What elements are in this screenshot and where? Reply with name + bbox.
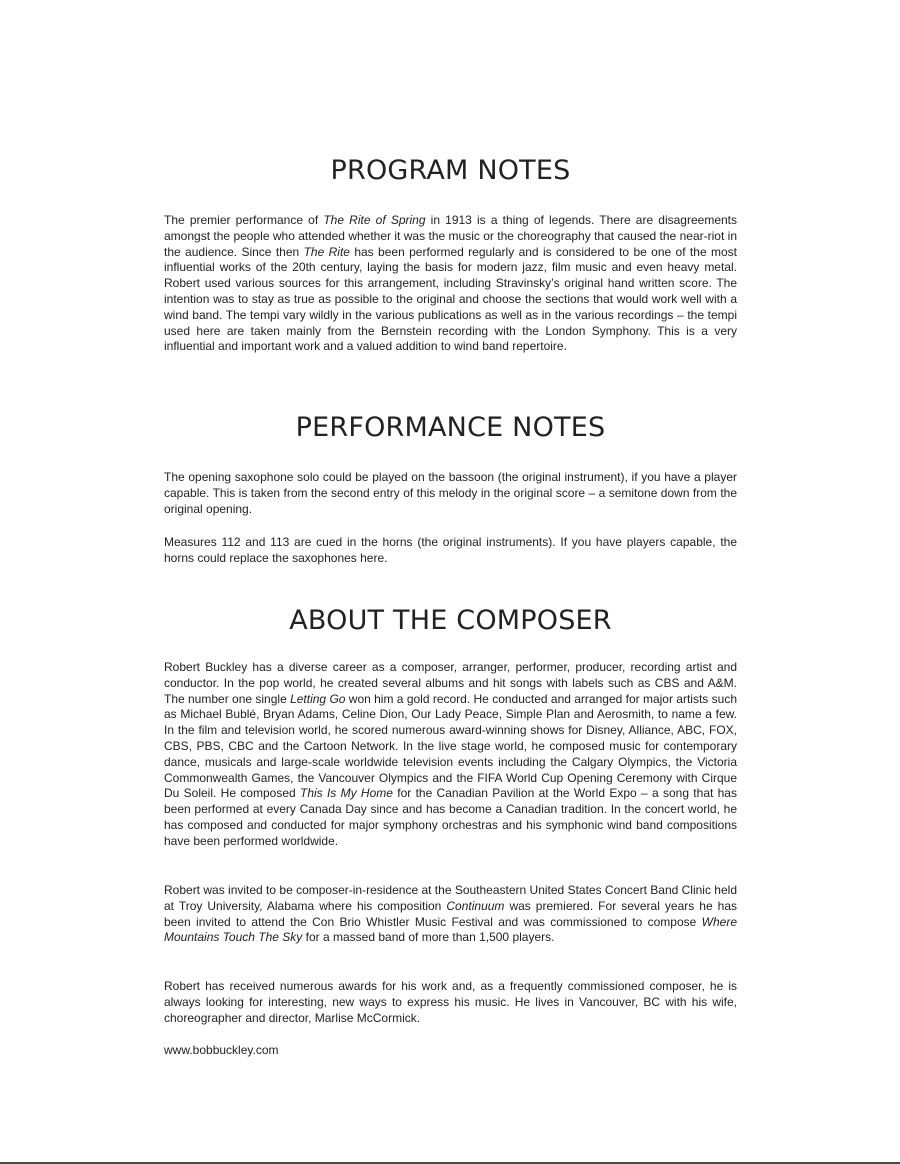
italic-title-text: Continuum	[446, 898, 505, 913]
about-composer-heading: ABOUT THE COMPOSER	[289, 605, 612, 636]
italic-title-text: The Rite of Spring	[323, 213, 426, 227]
italic-title-text: Letting Go	[290, 691, 346, 706]
performance-notes-paragraph-2: Measures 112 and 113 are cued in the horns (the original instruments). If you have players capable, the horns could replace the saxophones here.	[164, 535, 737, 565]
performance-notes-paragraph-1: The opening saxophone solo could be played on the bassoon (the original instrument), if you have a player capable. This is taken from the second entry of this melody in the original score – a semitone down from the original opening.	[164, 470, 737, 516]
italic-title-text: The Rite	[303, 244, 350, 259]
italic-title-text: Where Mountains Touch The Sky	[164, 914, 737, 945]
italic-title-text: This Is My Home	[299, 786, 393, 801]
about-composer-paragraph-1: Robert Buckley has a diverse career as a composer, arranger, performer, producer, recording artist and conductor. In the pop world, he created several albums and hit songs with labels such as CBS and A&M. The number one single Letting Go won him a gold record. He conducted and arranged for major artists such as Michael Bublé, Bryan Adams, Celine Dion, Our Lady Peace, Simple Plan and Aerosmith, to name a few. In the film and television world, he scored numerous award-winning shows for Disney, Alliance, ABC, FOX, CBS, PBS, CBC and the Cartoon Network. In the live stage world, he composed music for contemporary dance, musicals and large-scale worldwide television events including the Calgary Olympics, the Victoria Commonwealth Games, the Vancouver Olympics and the FIFA World Cup Opening Ceremony with Cirque Du Soleil. He composed This Is My Home for the Canadian Pavilion at the World Expo – a song that has been performed at every Canada Day since and has become a Canadian tradition. In the concert world, he has composed and conducted for major symphony orchestras and his symphonic wind band compositions have been performed worldwide.	[164, 660, 737, 848]
composer-website-text: www.bobbuckley.com	[164, 1043, 279, 1057]
about-composer-paragraph-3: Robert has received numerous awards for his work and, as a frequently commissioned composer, he is always looking for interesting, new ways to express his music. He lives in Vancouver, BC with his wife, choreographer and director, Marlise McCormick.	[164, 979, 737, 1025]
about-composer-paragraph-2: Robert was invited to be composer-in-residence at the Southeastern United States Concert Band Clinic held at Troy University, Alabama where his composition Continuum was premiered. For several years he has been invited to attend the Con Brio Whistler Music Festival and was commissioned to compose Where Mountains Touch The Sky for a massed band of more than 1,500 players.	[164, 883, 738, 945]
program-notes-paragraph: The premier performance of The Rite of Spring in 1913 is a thing of legends. There are disagreements amongst the people who attended whether it was the music or the choreography that caused the near-riot in the audience. Since then The Rite has been performed regularly and is considered to be one of the most influential works of the 20th century, laying the basis for modern jazz, film music and even heavy metal. Robert used various sources for this arrangement, including Stravinsky’s original hand written score. The intention was to stay as true as possible to the original and choose the sections that would work well with a wind band. The tempi vary wildly in the various publications as well as in the various recordings – the tempi used here are taken mainly from the Bernstein recording with the London Symphony. This is a very influential and important work and a valued addition to wind band repertoire.	[164, 213, 738, 354]
program-notes-heading: PROGRAM NOTES	[330, 155, 571, 186]
performance-notes-heading: PERFORMANCE NOTES	[295, 412, 606, 443]
